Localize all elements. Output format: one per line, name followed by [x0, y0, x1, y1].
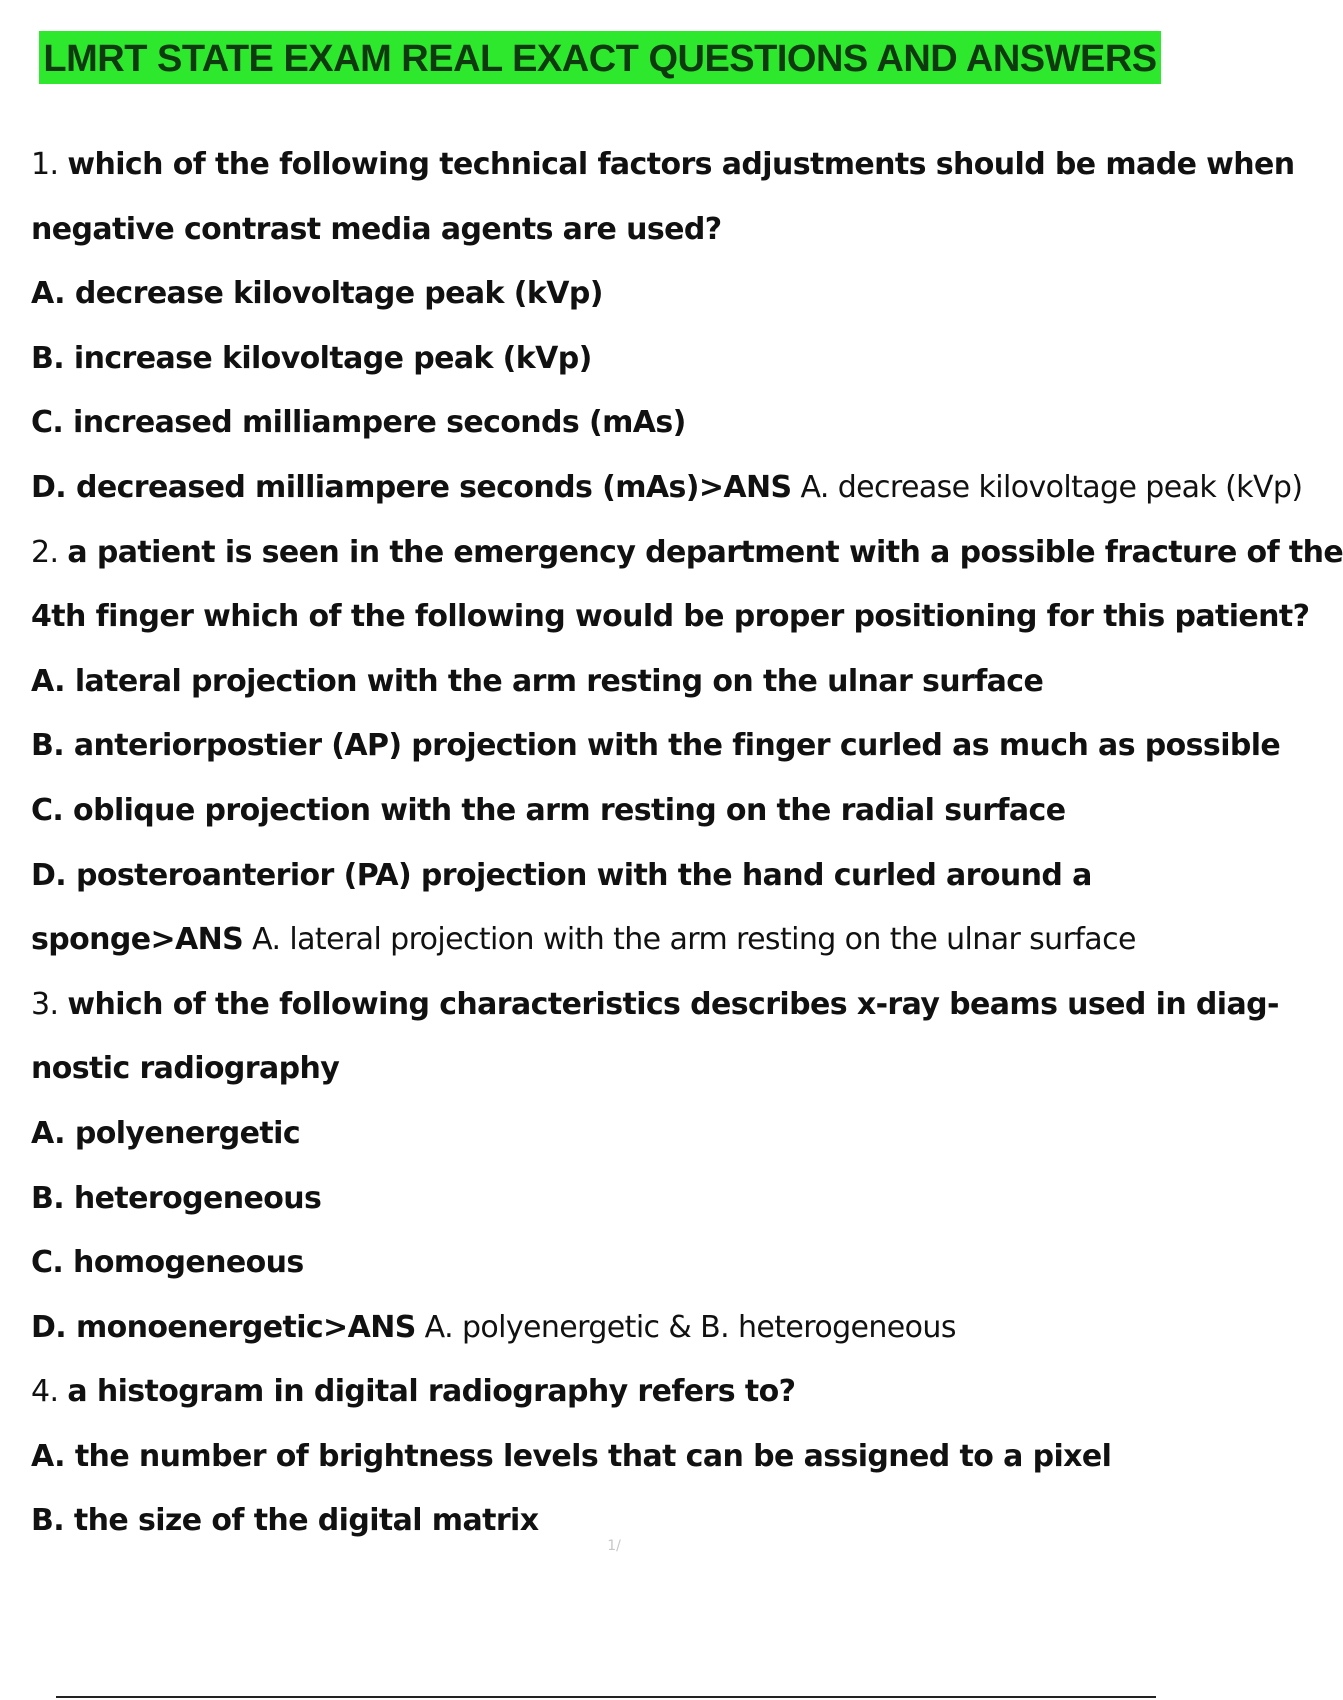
- question-4-stem-line-1: [31, 1360, 1231, 1425]
- question-4-option-a: A. the number of brightness levels that can be assigned to a pixel: [31, 1438, 1112, 1474]
- question-4-stem-text-1: a histogram in digital radiography refers to?: [67, 1374, 796, 1410]
- question-3-option-d-label: D. monoenergetic>ANS: [31, 1309, 416, 1345]
- question-3-stem-line-2: nostic radiography: [31, 1051, 340, 1087]
- question-3-option-a: A. polyenergetic: [31, 1115, 301, 1151]
- question-1-stem-line-1: [31, 133, 1295, 198]
- question-2-option-d-cont: [31, 908, 1231, 973]
- question-1-stem-text-1: which of the following technical factors adjustments should be made when: [67, 147, 1295, 182]
- questions-content: [31, 133, 1343, 1554]
- question-2-option-d-label: sponge>ANS: [31, 922, 244, 958]
- question-3-option-d: [31, 1296, 1231, 1361]
- question-3-answer: A. polyenergetic & B. heterogeneous: [424, 1309, 956, 1345]
- footer-divider: [56, 1696, 1156, 1698]
- question-4-option-b: B. the size of the digital matrix: [31, 1503, 539, 1539]
- question-3-stem-line-1: [31, 973, 1279, 1038]
- question-1-option-d-label: D. decreased milliampere seconds (mAs)>ANS: [31, 469, 792, 505]
- question-1-option-d: [31, 456, 1303, 521]
- question-1-answer: A. decrease kilovoltage peak (kVp): [800, 469, 1303, 505]
- question-1-option-b: B. increase kilovoltage peak (kVp): [31, 340, 592, 376]
- question-3-stem-text-1: which of the following characteristics describes x-ray beams used in diag-: [67, 986, 1279, 1022]
- question-2-stem-line-1: [31, 521, 1343, 586]
- question-2-stem-line-2: 4th finger which of the following would be proper positioning for this patient?: [31, 599, 1310, 635]
- question-3-number: 3.: [31, 986, 59, 1022]
- page-number: 1/: [607, 1538, 621, 1554]
- question-2-option-c: C. oblique projection with the arm resting on the radial surface: [31, 792, 1066, 828]
- question-2-stem-text-1: a patient is seen in the emergency department with a possible fracture of the: [67, 534, 1343, 570]
- question-4-number: 4.: [31, 1374, 59, 1410]
- page-title: LMRT STATE EXAM REAL EXACT QUESTIONS AND ANSWERS: [39, 31, 1160, 84]
- question-2-option-d: D. posteroanterior (PA) projection with the hand curled around a: [31, 857, 1092, 893]
- question-2-option-a: A. lateral projection with the arm resting on the ulnar surface: [31, 663, 1044, 699]
- question-3-option-b: B. heterogeneous: [31, 1180, 322, 1216]
- question-1-stem-line-2: negative contrast media agents are used?: [31, 211, 722, 247]
- question-2-option-b: B. anteriorpostier (AP) projection with the finger curled as much as possible: [31, 728, 1281, 764]
- question-1-number: 1.: [31, 147, 59, 182]
- question-1-option-a: A. decrease kilovoltage peak (kVp): [31, 276, 603, 312]
- question-2-answer: A. lateral projection with the arm resting on the ulnar surface: [252, 922, 1136, 958]
- question-2-number: 2.: [31, 534, 59, 570]
- title-wrap: [0, 31, 1200, 84]
- question-3-option-c: C. homogeneous: [31, 1245, 304, 1281]
- question-1-option-c: C. increased milliampere seconds (mAs): [31, 405, 686, 441]
